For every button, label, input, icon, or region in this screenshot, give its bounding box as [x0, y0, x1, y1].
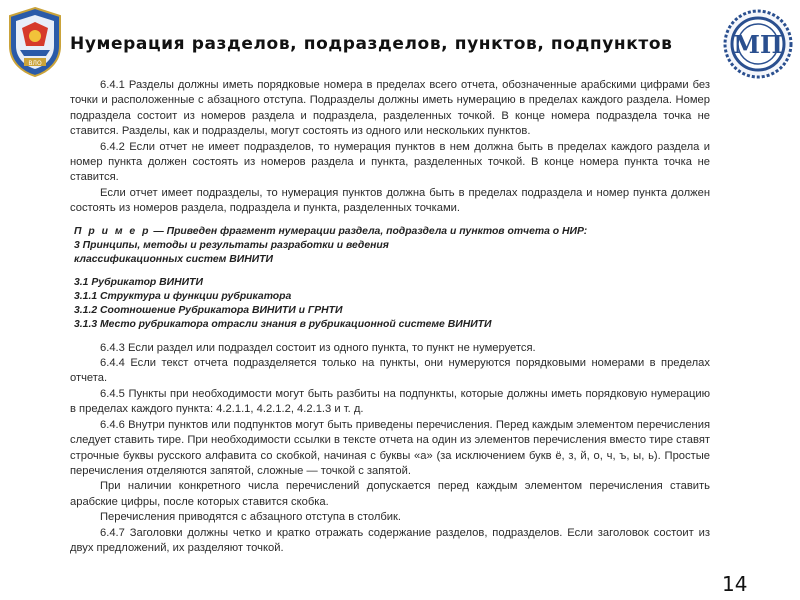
paragraph-enumeration-numbers: При наличии конкретного числа перечислений допускается перед каждым элементом перечисления ставить арабские цифры, после которых ставится скобка. [70, 480, 710, 508]
example-line: классификационных систем ВИНИТИ [74, 253, 274, 265]
example-item: 3.1.1 Структура и функции рубрикатора [74, 290, 292, 302]
example-item: 3.1.2 Соотношение Рубрикатора ВИНИТИ и ГРНТИ [74, 304, 343, 316]
emblem-text: MП [733, 30, 783, 59]
paragraph-subsections: Если отчет имеет подразделы, то нумерация пунктов должна быть в пределах подраздела и номер пункта должен состоять из номеров раздела, подраздела и пункта, разделенных точками. [70, 186, 710, 215]
example-block [70, 225, 710, 332]
paragraph-6-4-7: 6.4.7 Заголовки должны четко и кратко отражать содержание разделов, подразделов. Если заголовок состоит из двух предложений, их разделяют точкой. [70, 526, 710, 554]
paragraph-6-4-3: 6.4.3 Если раздел или подраздел состоит из одного пункта, то пункт не нумеруется. [100, 341, 536, 354]
paragraph-6-4-5: 6.4.5 Пункты при необходимости могут быть разбиты на подпункты, которые должны иметь порядковую нумерацию в пределах каждого пункта: 4.2.1.1, 4.2.1.2, 4.2.1.3 и т. д. [70, 387, 710, 416]
slide-title: Нумерация разделов, подразделов, пунктов, подпунктов [70, 34, 673, 54]
crest-text: ВЛО [28, 60, 42, 67]
example-label: П р и м е р [74, 225, 151, 237]
example-item: 3.1 Рубрикатор ВИНИТИ [74, 276, 203, 288]
mp-emblem-logo [722, 8, 794, 80]
mp-emblem-icon [722, 8, 794, 80]
university-crest-icon [6, 6, 64, 78]
example-intro-text: Приведен фрагмент нумерации раздела, подраздела и пунктов отчета о НИР: [166, 225, 588, 237]
document-body [70, 78, 710, 556]
university-crest-logo [6, 6, 64, 78]
paragraph-6-4-1: 6.4.1 Разделы должны иметь порядковые номера в пределах всего отчета, обозначенные арабскими цифрами без точки и расположенные с абзацного отступа. Подразделы должны иметь нумерацию в пределах каждого раздела. Номер подраздела состоит из номеров раздела и подраздела, разделенных точкой. В конце номера подраздела точка не ставится. Разделы, как и подразделы, могут состоять из одного или нескольких пунктов. [70, 79, 710, 138]
example-dash: — [153, 225, 164, 237]
example-intro [74, 225, 710, 239]
page-number: 14 [722, 572, 748, 596]
paragraph-enumeration-column: Перечисления приводятся с абзацного отступа в столбик. [100, 511, 402, 524]
paragraph-6-4-6: 6.4.6 Внутри пунктов или подпунктов могут быть приведены перечисления. Перед каждым элементом перечисления следует ставить тире. При необходимости ссылки в тексте отчета на один из элементов перечисления вместо тире ставят строчные буквы русского алфавита со скобкой, начиная с буквы «а» (за исключением букв ё, з, й, о, ч, ъ, ы, ь). Простые перечисления отделяются запятой, сложные — точкой с запятой. [70, 418, 710, 477]
example-line: 3 Принципы, методы и результаты разработки и ведения [74, 239, 389, 251]
example-item: 3.1.3 Место рубрикатора отрасли знания в рубрикационной системе ВИНИТИ [74, 318, 492, 330]
paragraph-6-4-2: 6.4.2 Если отчет не имеет подразделов, то нумерация пунктов в нем должна быть в пределах каждого раздела и номер пункта должен состоять из номеров раздела и пункта, разделенных точкой. В конце номера пункта точка не ставится. [70, 140, 710, 184]
paragraph-6-4-4: 6.4.4 Если текст отчета подразделяется только на пункты, они нумеруются порядковыми номерами в пределах отчета. [70, 357, 710, 385]
